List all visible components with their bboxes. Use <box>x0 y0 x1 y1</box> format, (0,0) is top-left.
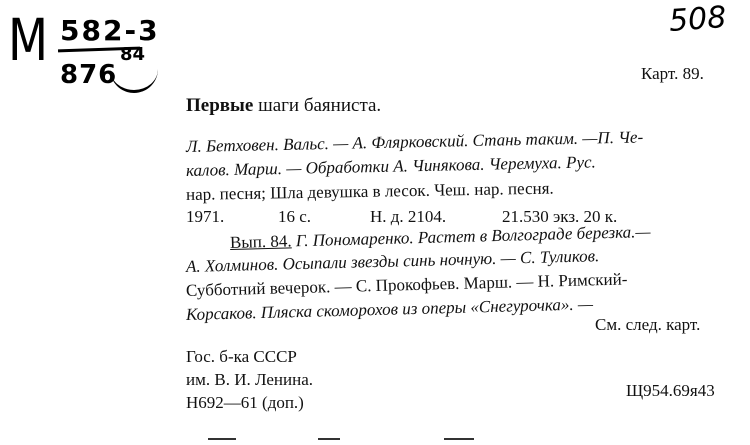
card-title <box>186 96 381 115</box>
contents-line-2: калов. Марш. — Обработки А. Чинякова. Черемуха. Рус. <box>185 152 596 180</box>
see-next-card: См. след. карт. <box>595 315 701 334</box>
handwritten-page-number: 508 <box>667 0 728 39</box>
contents-line-3: нар. песня; Шла девушка в лесок. Чеш. нар. песня. <box>185 178 554 204</box>
issue-label: Вып. 84. <box>229 231 292 252</box>
scan-speck <box>208 438 236 440</box>
handwritten-letter: М <box>8 6 49 74</box>
imprint-order: Н. д. 2104. <box>370 207 447 226</box>
scan-speck <box>444 438 474 440</box>
library-code: Н692—61 (доп.) <box>186 393 304 412</box>
library-name: Гос. б-ка СССР <box>186 347 297 366</box>
imprint-pages: 16 с. <box>278 207 312 226</box>
contents-line-8: Корсаков. Пляска скоморохов из оперы «Снегурочка». — <box>185 294 594 324</box>
title-bold: Первые <box>186 95 254 116</box>
contents-line-7: Субботний вечерок. — С. Прокофьев. Марш. — Н. Римский- <box>185 269 628 300</box>
imprint-year: 1971. <box>186 207 225 226</box>
shelf-mark: Щ954.69я43 <box>626 381 715 400</box>
issue-line-rest: Г. Пономаренко. Растет в Волгограде березка.— <box>291 221 651 251</box>
handwritten-code-top: 582-3 <box>60 14 160 47</box>
contents-line-6: А. Холминов. Осыпали звезды синь ночную. — С. Туликов. <box>185 246 600 276</box>
title-rest: шаги баяниста. <box>253 95 382 116</box>
scan-speck <box>318 438 340 440</box>
handwritten-code-superscript: 84 <box>120 44 146 65</box>
contents-line-1: Л. Бетховен. Вальс. — А. Флярковский. Стань таким. —П. Че- <box>185 127 644 156</box>
library-name-2: им. В. И. Ленина. <box>186 370 314 389</box>
handwritten-code-bottom: 876 <box>60 60 118 90</box>
card-number: Карт. 89. <box>641 64 704 83</box>
imprint-copies: 21.530 экз. 20 к. <box>502 207 618 226</box>
